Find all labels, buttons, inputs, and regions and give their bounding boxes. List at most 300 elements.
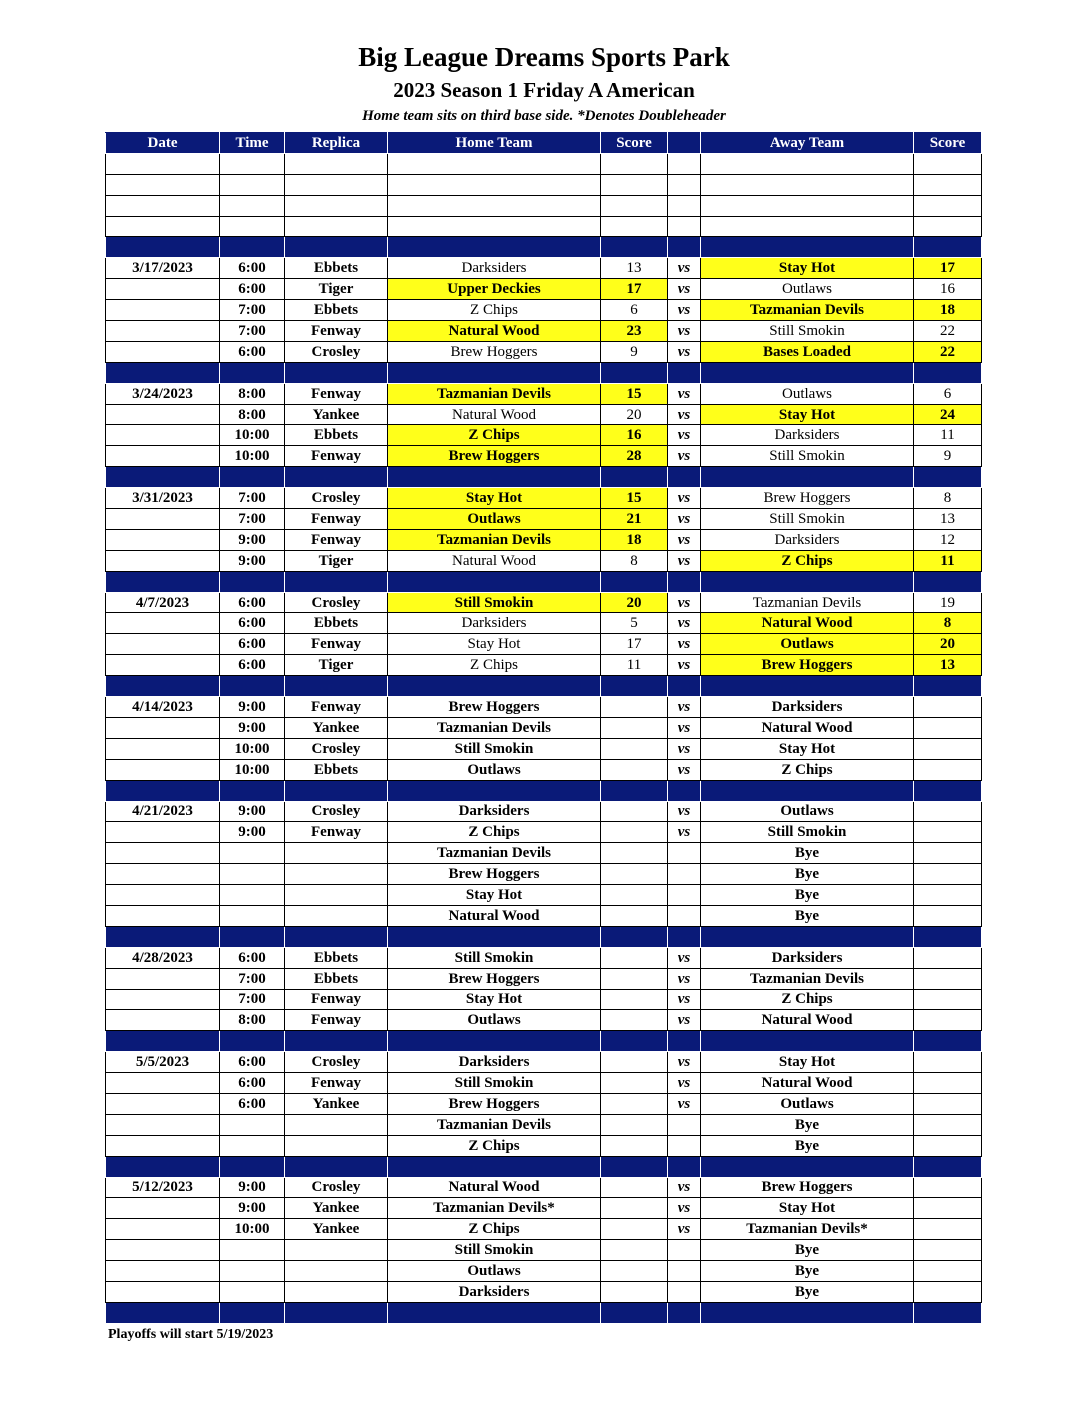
cell-away-team: Bye: [701, 864, 914, 885]
cell-vs: vs: [668, 947, 701, 968]
game-row: [106, 613, 982, 634]
game-row: [106, 1073, 982, 1094]
game-row: [106, 258, 982, 279]
cell-away-score: [914, 1177, 982, 1198]
cell-time: [220, 905, 285, 926]
separator-cell: [106, 571, 220, 592]
cell-replica: [285, 1114, 388, 1135]
cell-away-score: [914, 1198, 982, 1219]
cell-away-team: Outlaws: [701, 279, 914, 300]
cell-away-team: Still Smokin: [701, 509, 914, 530]
cell-away-score: [914, 1261, 982, 1282]
separator-cell: [914, 780, 982, 801]
cell-away-team: Still Smokin: [701, 446, 914, 467]
cell-away-score: 20: [914, 634, 982, 655]
cell-home-score: [601, 1198, 668, 1219]
cell-away-team: Outlaws: [701, 383, 914, 404]
cell-home-score: [601, 1281, 668, 1302]
separator-cell: [914, 1156, 982, 1177]
cell-away-score: 11: [914, 425, 982, 446]
cell-away-team: Tazmanian Devils: [701, 968, 914, 989]
cell-replica: Fenway: [285, 529, 388, 550]
cell-time: 6:00: [220, 279, 285, 300]
cell-away-score: [914, 1114, 982, 1135]
playoffs-note: Playoffs will start 5/19/2023: [108, 1327, 274, 1342]
cell-time: [220, 1135, 285, 1156]
cell-vs: vs: [668, 989, 701, 1010]
cell-vs: vs: [668, 697, 701, 718]
cell-vs: vs: [668, 341, 701, 362]
cell-date: [106, 1093, 220, 1114]
cell-vs: vs: [668, 550, 701, 571]
empty-cell: [220, 216, 285, 237]
cell-vs: vs: [668, 968, 701, 989]
separator-cell: [106, 362, 220, 383]
cell-replica: Yankee: [285, 1219, 388, 1240]
cell-home-score: [601, 738, 668, 759]
empty-cell: [601, 153, 668, 174]
cell-home-team: Brew Hoggers: [388, 1093, 601, 1114]
cell-home-team: Tazmanian Devils: [388, 717, 601, 738]
cell-away-score: 11: [914, 550, 982, 571]
game-row: [106, 738, 982, 759]
game-row: [106, 697, 982, 718]
cell-vs: vs: [668, 404, 701, 425]
cell-date: 3/31/2023: [106, 488, 220, 509]
cell-away-score: 13: [914, 509, 982, 530]
separator-cell: [668, 571, 701, 592]
game-row: [106, 1093, 982, 1114]
cell-away-team: Stay Hot: [701, 738, 914, 759]
cell-home-score: [601, 801, 668, 822]
empty-cell: [914, 153, 982, 174]
cell-home-team: Darksiders: [388, 613, 601, 634]
cell-replica: Tiger: [285, 655, 388, 676]
cell-vs: vs: [668, 279, 701, 300]
separator-cell: [601, 1302, 668, 1323]
separator-cell: [601, 926, 668, 947]
cell-away-team: Z Chips: [701, 989, 914, 1010]
cell-home-team: Tazmanian Devils: [388, 843, 601, 864]
cell-date: 3/17/2023: [106, 258, 220, 279]
cell-time: 7:00: [220, 989, 285, 1010]
cell-home-score: 9: [601, 341, 668, 362]
separator-cell: [388, 1302, 601, 1323]
cell-home-score: 11: [601, 655, 668, 676]
separator-cell: [285, 676, 388, 697]
empty-cell: [601, 195, 668, 216]
cell-away-score: [914, 968, 982, 989]
cell-away-team: Stay Hot: [701, 404, 914, 425]
separator-cell: [220, 1156, 285, 1177]
cell-away-score: 8: [914, 488, 982, 509]
game-row: [106, 801, 982, 822]
separator-cell: [220, 571, 285, 592]
cell-time: 10:00: [220, 446, 285, 467]
cell-away-team: Bases Loaded: [701, 341, 914, 362]
separator-cell: [668, 1302, 701, 1323]
cell-away-team: Still Smokin: [701, 822, 914, 843]
cell-replica: Fenway: [285, 321, 388, 342]
cell-home-team: Outlaws: [388, 509, 601, 530]
cell-away-team: Brew Hoggers: [701, 1177, 914, 1198]
cell-replica: [285, 1261, 388, 1282]
cell-replica: Fenway: [285, 822, 388, 843]
cell-vs: vs: [668, 1093, 701, 1114]
cell-home-team: Tazmanian Devils*: [388, 1198, 601, 1219]
cell-date: [106, 1198, 220, 1219]
cell-replica: Tiger: [285, 550, 388, 571]
empty-cell: [668, 153, 701, 174]
cell-date: [106, 1240, 220, 1261]
cell-replica: Crosley: [285, 592, 388, 613]
cell-home-score: 18: [601, 529, 668, 550]
separator-cell: [285, 237, 388, 258]
cell-date: [106, 1261, 220, 1282]
separator-cell: [701, 1031, 914, 1052]
cell-vs: vs: [668, 1073, 701, 1094]
cell-date: [106, 1114, 220, 1135]
empty-cell: [106, 153, 220, 174]
cell-home-team: Brew Hoggers: [388, 341, 601, 362]
cell-date: 5/12/2023: [106, 1177, 220, 1198]
empty-cell: [285, 174, 388, 195]
cell-home-team: Brew Hoggers: [388, 864, 601, 885]
cell-time: 9:00: [220, 550, 285, 571]
cell-home-team: Still Smokin: [388, 1240, 601, 1261]
game-row: [106, 1281, 982, 1302]
cell-away-score: 19: [914, 592, 982, 613]
game-row: [106, 1261, 982, 1282]
cell-away-score: 24: [914, 404, 982, 425]
cell-home-team: Natural Wood: [388, 321, 601, 342]
cell-away-team: Brew Hoggers: [701, 488, 914, 509]
cell-home-score: [601, 1219, 668, 1240]
cell-date: 4/7/2023: [106, 592, 220, 613]
cell-time: [220, 1240, 285, 1261]
cell-home-score: [601, 1073, 668, 1094]
cell-away-score: [914, 885, 982, 906]
cell-home-score: [601, 1052, 668, 1073]
cell-away-score: 18: [914, 300, 982, 321]
cell-away-score: 22: [914, 341, 982, 362]
cell-vs: vs: [668, 425, 701, 446]
col-header-home-team: Home Team: [388, 133, 601, 154]
cell-replica: Fenway: [285, 1073, 388, 1094]
cell-date: [106, 300, 220, 321]
cell-vs: vs: [668, 655, 701, 676]
cell-vs: vs: [668, 738, 701, 759]
cell-date: [106, 279, 220, 300]
separator-cell: [106, 1156, 220, 1177]
cell-away-score: [914, 697, 982, 718]
cell-time: 10:00: [220, 1219, 285, 1240]
cell-time: 6:00: [220, 341, 285, 362]
empty-cell: [601, 174, 668, 195]
page-subtitle: 2023 Season 1 Friday A American: [393, 78, 695, 102]
separator-cell: [601, 1156, 668, 1177]
separator-cell: [106, 676, 220, 697]
game-row: [106, 509, 982, 530]
cell-time: 8:00: [220, 404, 285, 425]
cell-home-team: Brew Hoggers: [388, 446, 601, 467]
cell-time: [220, 1114, 285, 1135]
cell-home-score: 6: [601, 300, 668, 321]
separator-cell: [601, 571, 668, 592]
page-title: Big League Dreams Sports Park: [358, 42, 730, 72]
cell-away-score: 16: [914, 279, 982, 300]
game-row: [106, 425, 982, 446]
cell-away-team: Darksiders: [701, 947, 914, 968]
cell-vs: vs: [668, 759, 701, 780]
game-row: [106, 1135, 982, 1156]
separator-cell: [668, 926, 701, 947]
separator-cell: [106, 467, 220, 488]
separator-cell: [106, 780, 220, 801]
cell-away-team: Stay Hot: [701, 258, 914, 279]
cell-date: [106, 864, 220, 885]
separator-cell: [914, 362, 982, 383]
cell-away-score: [914, 947, 982, 968]
empty-cell: [285, 216, 388, 237]
cell-away-team: Z Chips: [701, 759, 914, 780]
game-row: [106, 592, 982, 613]
separator-cell: [668, 676, 701, 697]
separator-cell: [914, 237, 982, 258]
cell-time: 7:00: [220, 968, 285, 989]
cell-home-team: Still Smokin: [388, 738, 601, 759]
cell-replica: [285, 864, 388, 885]
cell-replica: Ebbets: [285, 613, 388, 634]
cell-home-score: [601, 822, 668, 843]
cell-home-score: 16: [601, 425, 668, 446]
separator-cell: [285, 1031, 388, 1052]
cell-away-score: 12: [914, 529, 982, 550]
separator-cell: [701, 1156, 914, 1177]
cell-home-score: [601, 968, 668, 989]
separator-cell: [668, 1156, 701, 1177]
cell-vs: vs: [668, 383, 701, 404]
cell-home-team: Tazmanian Devils: [388, 383, 601, 404]
cell-vs: [668, 1135, 701, 1156]
cell-time: 6:00: [220, 258, 285, 279]
cell-away-team: Darksiders: [701, 425, 914, 446]
cell-vs: [668, 843, 701, 864]
week-separator-row: [106, 467, 982, 488]
cell-vs: vs: [668, 1010, 701, 1031]
game-row: [106, 655, 982, 676]
separator-cell: [388, 676, 601, 697]
separator-cell: [285, 571, 388, 592]
cell-home-team: Z Chips: [388, 1135, 601, 1156]
cell-away-score: [914, 989, 982, 1010]
cell-vs: vs: [668, 446, 701, 467]
separator-cell: [388, 926, 601, 947]
cell-away-score: 17: [914, 258, 982, 279]
cell-replica: Crosley: [285, 801, 388, 822]
cell-time: [220, 864, 285, 885]
cell-date: 5/5/2023: [106, 1052, 220, 1073]
week-separator-row: [106, 1156, 982, 1177]
game-row: [106, 885, 982, 906]
cell-vs: [668, 1261, 701, 1282]
cell-home-score: [601, 843, 668, 864]
cell-replica: Yankee: [285, 404, 388, 425]
cell-away-team: Brew Hoggers: [701, 655, 914, 676]
cell-replica: Yankee: [285, 1093, 388, 1114]
week-separator-row: [106, 676, 982, 697]
cell-time: 7:00: [220, 321, 285, 342]
cell-vs: vs: [668, 822, 701, 843]
cell-date: [106, 550, 220, 571]
cell-home-score: 13: [601, 258, 668, 279]
cell-replica: Ebbets: [285, 258, 388, 279]
cell-home-score: [601, 1177, 668, 1198]
cell-replica: Tiger: [285, 279, 388, 300]
col-header-vs: [668, 133, 701, 154]
cell-replica: [285, 843, 388, 864]
cell-time: 6:00: [220, 592, 285, 613]
cell-away-team: Tazmanian Devils: [701, 300, 914, 321]
separator-cell: [388, 1156, 601, 1177]
cell-date: [106, 655, 220, 676]
empty-cell: [914, 195, 982, 216]
cell-vs: [668, 864, 701, 885]
empty-cell: [388, 174, 601, 195]
cell-home-score: [601, 1240, 668, 1261]
separator-cell: [701, 467, 914, 488]
cell-time: 9:00: [220, 529, 285, 550]
cell-away-team: Bye: [701, 1114, 914, 1135]
separator-cell: [601, 467, 668, 488]
cell-home-score: 15: [601, 488, 668, 509]
cell-replica: Ebbets: [285, 425, 388, 446]
game-row: [106, 446, 982, 467]
cell-away-score: [914, 905, 982, 926]
separator-cell: [388, 780, 601, 801]
game-row: [106, 634, 982, 655]
empty-cell: [220, 195, 285, 216]
cell-date: [106, 404, 220, 425]
cell-home-team: Natural Wood: [388, 550, 601, 571]
separator-cell: [220, 467, 285, 488]
cell-home-score: [601, 759, 668, 780]
cell-replica: [285, 905, 388, 926]
cell-away-score: 6: [914, 383, 982, 404]
cell-vs: vs: [668, 592, 701, 613]
cell-home-score: 5: [601, 613, 668, 634]
cell-date: [106, 1073, 220, 1094]
game-row: [106, 864, 982, 885]
cell-home-team: Outlaws: [388, 1261, 601, 1282]
separator-cell: [914, 571, 982, 592]
cell-replica: Crosley: [285, 1177, 388, 1198]
cell-away-team: Bye: [701, 1135, 914, 1156]
cell-vs: [668, 1240, 701, 1261]
game-row: [106, 822, 982, 843]
cell-away-score: [914, 822, 982, 843]
col-header-date: Date: [106, 133, 220, 154]
empty-cell: [701, 216, 914, 237]
col-header-away-score: Score: [914, 133, 982, 154]
cell-replica: Ebbets: [285, 947, 388, 968]
game-row: [106, 968, 982, 989]
cell-away-team: Bye: [701, 843, 914, 864]
cell-time: 9:00: [220, 801, 285, 822]
cell-time: [220, 1281, 285, 1302]
cell-time: 9:00: [220, 717, 285, 738]
cell-replica: Fenway: [285, 697, 388, 718]
empty-cell: [914, 216, 982, 237]
separator-cell: [914, 1302, 982, 1323]
cell-date: 4/14/2023: [106, 697, 220, 718]
cell-away-team: Natural Wood: [701, 1010, 914, 1031]
cell-home-team: Z Chips: [388, 822, 601, 843]
cell-time: 6:00: [220, 947, 285, 968]
cell-vs: vs: [668, 509, 701, 530]
cell-vs: vs: [668, 488, 701, 509]
empty-cell: [106, 216, 220, 237]
cell-vs: vs: [668, 801, 701, 822]
game-row: [106, 717, 982, 738]
cell-away-team: Tazmanian Devils: [701, 592, 914, 613]
separator-cell: [701, 926, 914, 947]
cell-away-team: Natural Wood: [701, 613, 914, 634]
cell-away-team: Darksiders: [701, 697, 914, 718]
schedule-body: [106, 153, 982, 1323]
cell-replica: [285, 1135, 388, 1156]
separator-cell: [388, 237, 601, 258]
empty-cell: [668, 216, 701, 237]
cell-away-score: [914, 717, 982, 738]
separator-cell: [388, 467, 601, 488]
separator-cell: [106, 1031, 220, 1052]
game-row: [106, 1219, 982, 1240]
cell-time: 7:00: [220, 300, 285, 321]
cell-home-team: Natural Wood: [388, 404, 601, 425]
cell-home-score: 8: [601, 550, 668, 571]
cell-time: 6:00: [220, 1093, 285, 1114]
cell-replica: Fenway: [285, 989, 388, 1010]
separator-cell: [914, 676, 982, 697]
cell-home-score: [601, 1261, 668, 1282]
cell-date: [106, 759, 220, 780]
cell-time: 10:00: [220, 759, 285, 780]
cell-away-team: Still Smokin: [701, 321, 914, 342]
empty-cell: [388, 216, 601, 237]
cell-home-team: Z Chips: [388, 1219, 601, 1240]
game-row: [106, 1198, 982, 1219]
game-row: [106, 341, 982, 362]
cell-date: [106, 717, 220, 738]
game-row: [106, 321, 982, 342]
cell-home-score: [601, 947, 668, 968]
cell-vs: vs: [668, 529, 701, 550]
week-separator-row: [106, 780, 982, 801]
cell-date: 3/24/2023: [106, 383, 220, 404]
cell-away-team: Bye: [701, 905, 914, 926]
game-row: [106, 529, 982, 550]
cell-home-team: Darksiders: [388, 801, 601, 822]
empty-row: [106, 195, 982, 216]
separator-cell: [701, 780, 914, 801]
separator-cell: [220, 1031, 285, 1052]
cell-replica: Ebbets: [285, 759, 388, 780]
cell-away-team: Bye: [701, 1281, 914, 1302]
cell-away-team: Bye: [701, 885, 914, 906]
cell-away-score: 9: [914, 446, 982, 467]
game-row: [106, 383, 982, 404]
